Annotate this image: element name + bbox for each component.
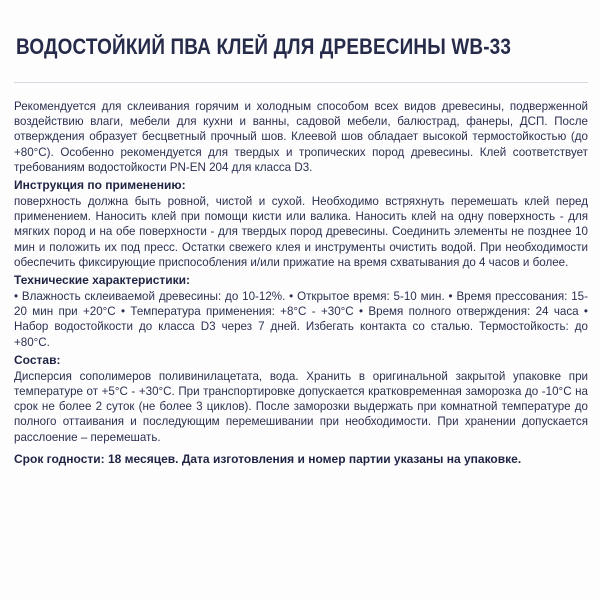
composition-heading: Состав: [14,352,61,367]
composition-section [14,352,588,445]
shelf-life-value: 18 месяцев. Дата изготовления и номер партии указаны на упаковке. [107,451,522,466]
specs-text: • Влажность склеиваемой древесины: до 10-12%. • Открытое время: 5-10 мин. • Время прессования: 15-20 мин при +20°С • Температура применения: +8°С - +30°С • Время полного отверждения: 24 часа • Набор водостойкости до класса D3 через 7 дней. Избегать контакта со сталью. Термостойкость: до +80°С. [14,290,588,349]
composition-text: Дисперсия сополимеров поливинилацетата, вода. Хранить в оригинальной закрытой упаковке при температуре от +5°С - +30°С. При транспортировке допускается кратковременная заморозка до -10°С на срок не более 2 суток (не более 3 циклов). После заморозки выдержать при комнатной температуре до полного оттаивания и последующим перемешивании при необходимости. При хранении допускается расслоение – перемешать. [14,369,588,444]
specs-section [14,272,588,350]
intro-paragraph: Рекомендуется для склеивания горячим и холодным способом всех видов древесины, подверженной воздействию влаги, мебели для кухни и ванны, садовой мебели, балюстрад, фанеры, ДСП. После отверждения образует бесцветный прочный шов. Клеевой шов обладает высокой термостойкостью (до +80°С). Особенно рекомендуется для твердых и тропических пород древесины. Клей соответствует требованиям водостойкости PN-EN 204 для класса D3. [14,100,588,174]
shelf-life [14,451,588,467]
divider [14,82,588,83]
instructions-text: поверхность должна быть ровной, чистой и сухой. Необходимо встряхнуть перемешать клей перед применением. Наносить клей при помощи кисти или валика. Наносить клей на одну поверхность - для мягких пород и на обе поверхности - для твердых пород древесины. Соединить элементы не позднее 10 мин и положить их под пресс. Остатки свежего клея и инструменты очистить водой. При необходимости обеспечить фиксирующие приспособления и/или прижатие на время схватывания до 4 часов и более. [14,195,588,269]
instructions-heading: Инструкция по применению: [14,178,186,193]
instructions-section [14,177,588,270]
product-title: ВОДОСТОЙКИЙ ПВА КЛЕЙ ДЛЯ ДРЕВЕСИНЫ WB-33 [16,34,512,59]
specs-heading: Технические характеристики: [14,273,191,288]
shelf-life-label: Срок годности: [14,451,105,466]
